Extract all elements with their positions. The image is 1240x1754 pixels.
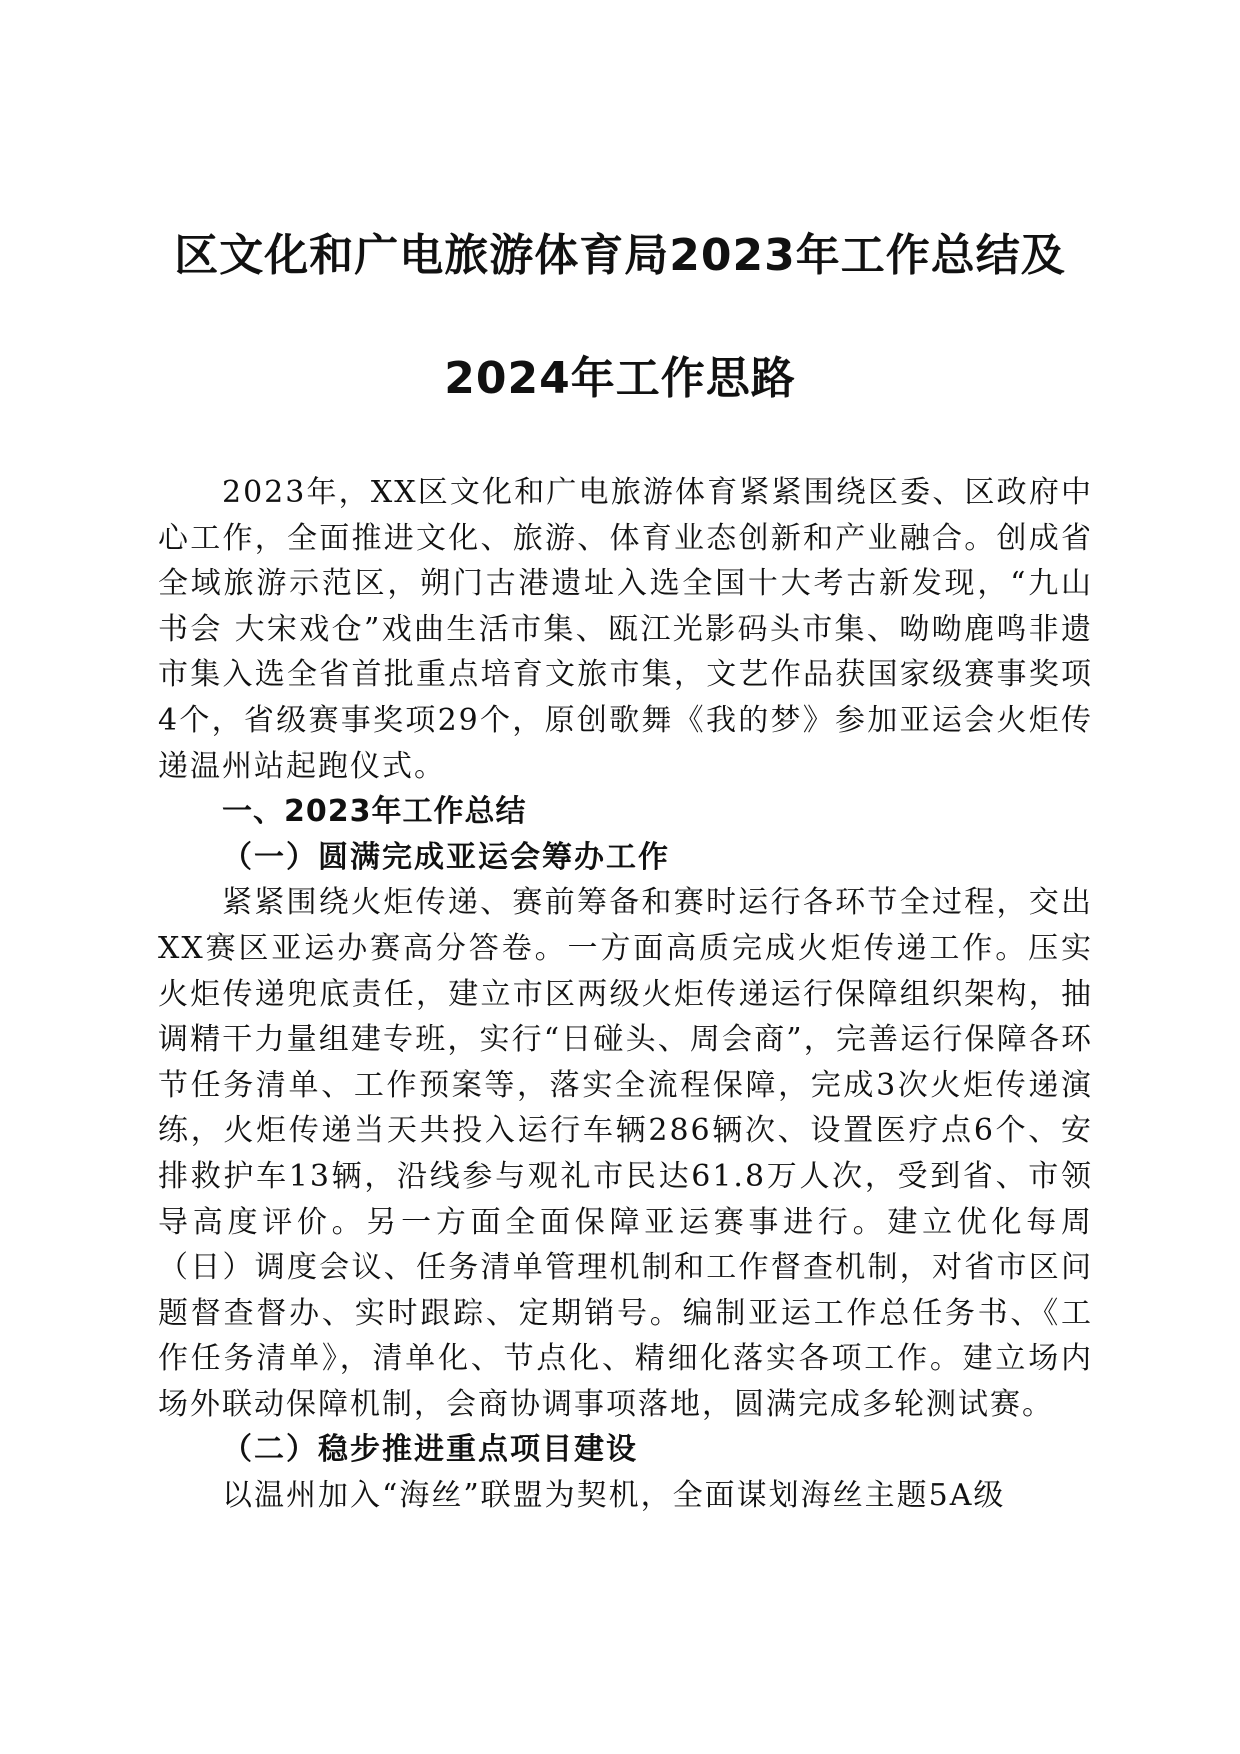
subsection-heading-key-projects: （二）稳步推进重点项目建设: [222, 1432, 638, 1468]
subsection-heading-asian-games: （一）圆满完成亚运会筹办工作: [222, 839, 670, 875]
section-heading-summary: 一、2023年工作总结: [222, 794, 527, 830]
intro-paragraph: 2023年，XX区文化和广电旅游体育紧紧围绕区委、区政府中心工作，全面推进文化、旅游、体育业态创新和产业融合。创成省全域旅游示范区，朔门古港遗址入选全国十大考古新发现，“九山书会 大宋戏仓”戏曲生活市集、瓯江光影码头市集、呦呦鹿鸣非遗市集入选全省首批重点培育文旅市集，文艺作品获国家级赛事奖项4个，省级赛事奖项29个，原创歌舞《我的梦》参加亚运会火炬传递温州站起跑仪式。: [158, 475, 1093, 784]
key-projects-paragraph: 以温州加入“海丝”联盟为契机，全面谋划海丝主题5A级: [222, 1478, 1006, 1514]
asian-games-paragraph: 紧紧围绕火炬传递、赛前筹备和赛时运行各环节全过程，交出XX赛区亚运办赛高分答卷。一方面高质完成火炬传递工作。压实火炬传递兜底责任，建立市区两级火炬传递运行保障组织架构，抽调精干力量组建专班，实行“日碰头、周会商”，完善运行保障各环节任务清单、工作预案等，落实全流程保障，完成3次火炬传递演练，火炬传递当天共投入运行车辆286辆次、设置医疗点6个、安排救护车13辆，沿线参与观礼市民达61.8万人次，受到省、市领导高度评价。另一方面全面保障亚运赛事进行。建立优化每周（日）调度会议、任务清单管理机制和工作督查机制，对省市区问题督查督办、实时跟踪、定期销号。编制亚运工作总任务书、《工作任务清单》，清单化、节点化、精细化落实各项工作。建立场内场外联动保障机制，会商协调事项落地，圆满完成多轮测试赛。: [158, 885, 1093, 1422]
document-title-line-1: 区文化和广电旅游体育局2023年工作总结及: [174, 230, 1066, 281]
document-title-line-2: 2024年工作思路: [444, 353, 796, 404]
document-body: [158, 470, 1093, 1519]
